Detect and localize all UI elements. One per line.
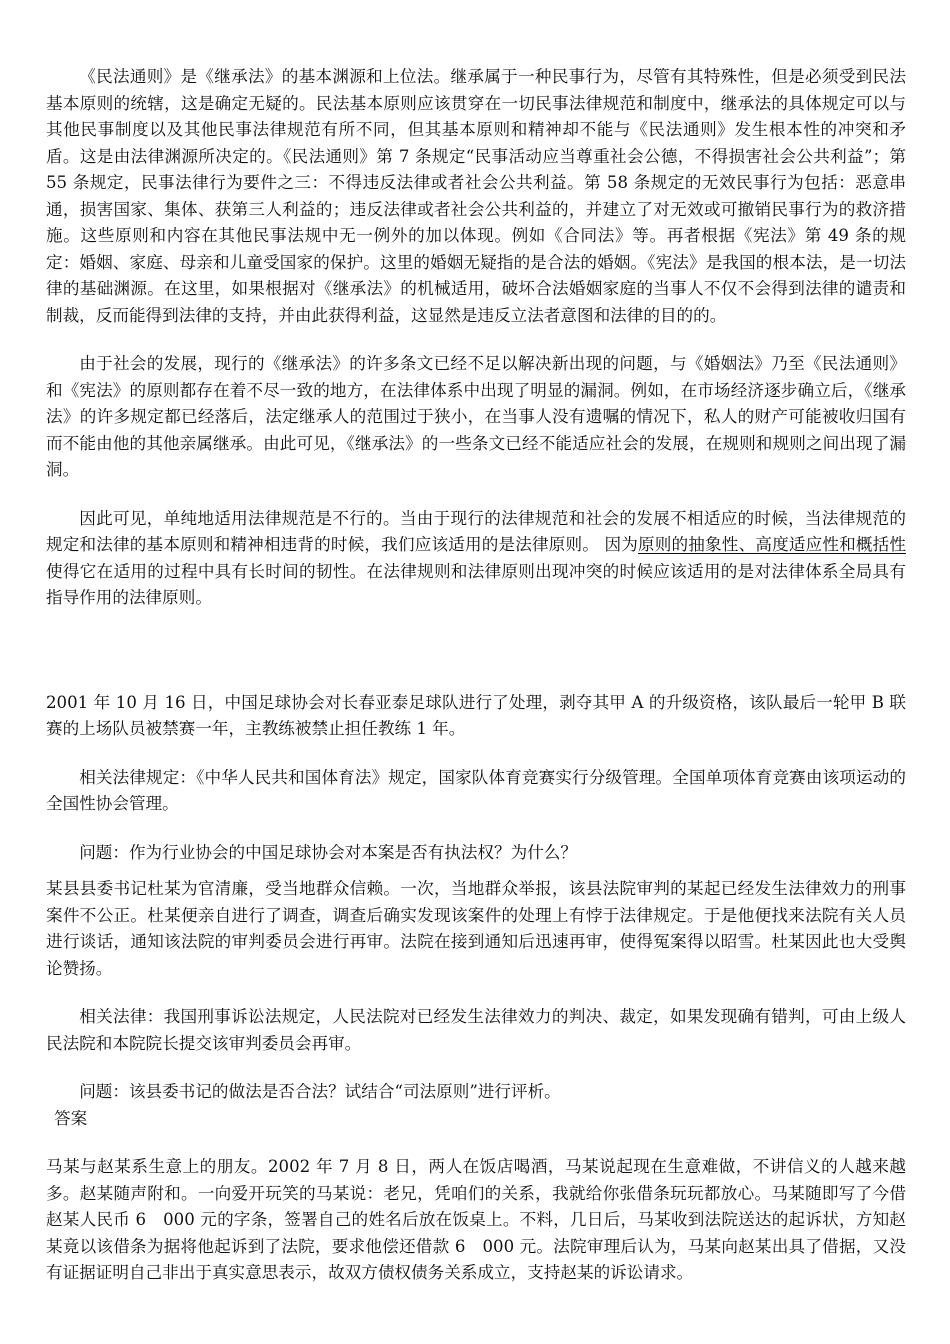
case-county-secretary: 某县县委书记杜某为官清廉，受当地群众信赖。一次，当地群众举报，该县法院审判的某起已经发生法律效力的刑事案件不公正。杜某便亲自进行了调查，调查后确实发现该案件的处理上有悖于法律规定。于是他便找来法院有关人员进行谈话，通知该法院的审判委员会进行再审。法院在接到通知后迅速再审，使得冤案得以昭雪。杜某因此也大受舆论赞扬。 (46, 879, 906, 978)
paragraph-legal-principle-application (46, 506, 906, 612)
case-county-question: 问题：该县委书记的做法是否合法？试结合“司法原则”进行评析。 (79, 1082, 561, 1101)
document-body (46, 64, 906, 1287)
case-football-question: 问题：作为行业协会的中国足球协会对本案是否有执法权？为什么？ (79, 842, 577, 862)
case-football-related-law: 相关法律规定：《中华人民共和国体育法》规定，国家队体育竞赛实行分级管理。全国单项体育竞赛由该项运动的全国性协会管理。 (46, 767, 906, 813)
paragraph-text-part: 因此可见，单纯地适用法律规范是不行的。当由于现行的法律规范和社会的发展不相适应的时候，当法律规范的规定和法律的基本原则和精神相违背的时候，我们应该适用的是法律原则。 因为 (46, 508, 906, 554)
paragraph-text-part: 使得它在适用的过程中具有长时间的韧性。在法律规则和法律原则出现冲突的时候应该适用的是对法律体系全局具有指导作用的法律原则。 (46, 561, 906, 607)
case-county-related-law: 相关法律：我国刑事诉讼法规定，人民法院对已经发生法律效力的判决、裁定，如果发现确有错判，可由上级人民法院和本院院长提交该审判委员会再审。 (46, 1007, 906, 1053)
paragraph-inheritance-loopholes: 由于社会的发展，现行的《继承法》的许多条文已经不足以解决新出现的问题，与《婚姻法》乃至《民法通则》和《宪法》的原则都存在着不尽一致的地方，在法律体系中出现了明显的漏洞。例如，在市场经济逐步确立后，《继承法》的许多规定都已经落后，法定继承人的范围过于狭小，在当事人没有遗嘱的情况下，私人的财产可能被收归国有而不能由他的其他亲属继承。由此可见，《继承法》的一些条文已经不能适应社会的发展，在规则和规则之间出现了漏洞。 (46, 354, 906, 479)
underlined-phrase: 原则的抽象性、高度适应性和概括性 (638, 535, 906, 554)
case-football-association: 2001 年 10 月 16 日，中国足球协会对长春亚泰足球队进行了处理，剥夺其甲 A 的升级资格，该队最后一轮甲 B 联赛的上场队员被禁赛一年，主教练被禁止担任教练 1 年。 (46, 692, 906, 738)
answer-label: 答案 (54, 1108, 88, 1128)
case-iou-note: 马某与赵某系生意上的朋友。2002 年 7 月 8 日，两人在饭店喝酒，马某说起现在生意难做，不讲信义的人越来越多。赵某随声附和。一向爱开玩笑的马某说：老兄，凭咱们的关系，我就给你张借条玩玩都放心。马某随即写了今借赵某人民币 6 000 元的字条，签署自己的姓名后放在饭桌上。不料，几日后，马某收到法院送达的起诉状，方知赵某竟以该借条为据将他起诉到了法院，要求他偿还借款 6 000 元。法院审理后认为，马某向赵某出具了借据，又没有证据证明自己非出于真实意思表示，故双方债权债务关系成立，支持赵某的诉讼请求。 (46, 1157, 906, 1282)
paragraph-inheritance-principles: 《民法通则》是《继承法》的基本渊源和上位法。继承属于一种民事行为，尽管有其特殊性，但是必须受到民法基本原则的统辖，这是确定无疑的。民法基本原则应该贯穿在一切民事法律规范和制度中，继承法的具体规定可以与其他民事制度以及其他民事法律规范有所不同，但其基本原则和精神却不能与《民法通则》发生根本性的冲突和矛盾。这是由法律渊源所决定的。《民法通则》第 7 条规定“民事活动应当尊重社会公德，不得损害社会公共利益”；第 55 条规定，民事法律行为要件之三：不得违反法律或者社会公共利益。第 58 条规定的无效民事行为包括：恶意串通，损害国家、集体、获第三人利益的；违反法律或者社会公共利益的，并建立了对无效或可撤销民事行为的救济措施。这些原则和内容在其他民事法规中无一例外的加以体现。例如《合同法》等。再者根据《宪法》第 49 条的规定：婚姻、家庭、母亲和儿童受国家的保护。这里的婚姻无疑指的是合法的婚姻。《宪法》是我国的根本法，是一切法律的基础渊源。在这里，如果根据对《继承法》的机械适用，破坏合法婚姻家庭的当事人不仅不会得到法律的谴责和制裁，反而能得到法律的支持，并由此获得利益，这显然是违反立法者意图和法律的目的的。 (46, 67, 906, 325)
